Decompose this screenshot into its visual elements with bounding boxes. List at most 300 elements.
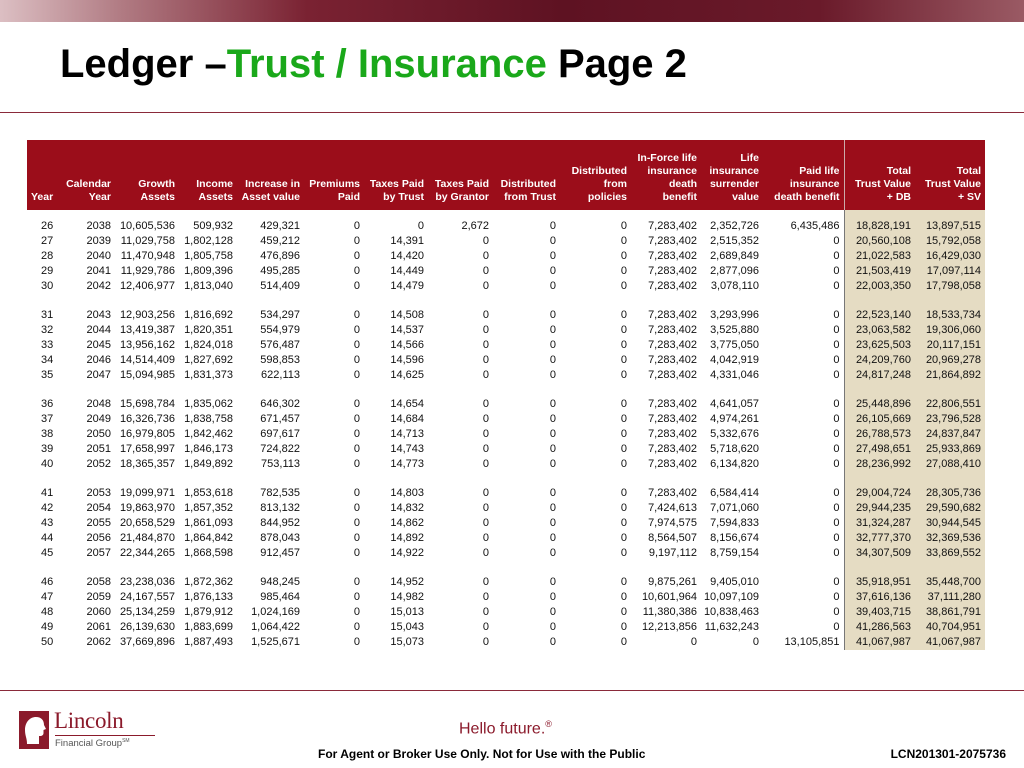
table-cell: 7,283,402 (648, 487, 697, 499)
table-cell: 11,929,786 (120, 265, 175, 277)
table-cell: 19,306,060 (915, 323, 985, 338)
table-cell: 844,952 (260, 517, 300, 529)
table-cell: 14,892 (390, 532, 424, 544)
table-cell: 0 (833, 280, 840, 292)
table-cell: 0 (353, 636, 360, 648)
table-cell: 509,932 (193, 220, 233, 232)
table-cell: 7,283,402 (648, 413, 697, 425)
table-cell: 14,625 (390, 369, 424, 381)
logo-sub-text: Financial Group (55, 738, 123, 750)
table-row (27, 620, 985, 635)
table-cell: 44 (41, 532, 54, 544)
table-cell: 0 (833, 547, 840, 559)
table-row (27, 501, 985, 516)
table-cell: 27 (41, 235, 54, 247)
table-row (27, 546, 985, 561)
table-cell: 21,503,419 (844, 264, 915, 279)
table-cell: 38 (41, 428, 54, 440)
table-cell: 0 (620, 487, 627, 499)
spacer-cell (493, 472, 560, 486)
table-row (27, 249, 985, 264)
spacer-cell (560, 472, 631, 486)
table-cell: 0 (549, 532, 556, 544)
table-cell: 37,669,896 (119, 636, 175, 648)
table-cell: 26,139,630 (119, 621, 175, 633)
table-cell: 29,590,682 (915, 501, 985, 516)
table-cell: 1,024,169 (251, 606, 300, 618)
spacer-cell (915, 383, 985, 397)
table-cell: 0 (549, 369, 556, 381)
table-cell: 0 (549, 443, 556, 455)
table-cell: 0 (353, 458, 360, 470)
table-row (27, 516, 985, 531)
disclaimer-text: For Agent or Broker Use Only. Not for Use with the Public (318, 747, 646, 761)
table-cell: 0 (549, 547, 556, 559)
spacer-cell (237, 472, 304, 486)
table-cell: 7,283,402 (648, 280, 697, 292)
table-cell: 3,293,996 (710, 309, 759, 321)
column-header: Distributed from policies (560, 140, 631, 210)
table-cell: 16,429,030 (915, 249, 985, 264)
table-cell: 24,817,248 (844, 368, 915, 383)
spacer-cell (59, 472, 115, 486)
column-header: In-Force life insurance death benefit (631, 140, 701, 210)
table-cell: 2062 (86, 636, 111, 648)
logo-underline (55, 735, 155, 736)
table-cell: 0 (620, 369, 627, 381)
table-cell: 0 (620, 591, 627, 603)
table-cell: 0 (353, 487, 360, 499)
table-cell: 0 (549, 265, 556, 277)
spacer-cell (59, 294, 115, 308)
table-cell: 12,903,256 (119, 309, 175, 321)
table-cell: 0 (482, 576, 489, 588)
table-cell: 782,535 (260, 487, 300, 499)
table-cell: 948,245 (260, 576, 300, 588)
table-cell: 2048 (86, 398, 111, 410)
logo-sm-mark: SM (122, 738, 130, 744)
table-cell: 34,307,509 (844, 546, 915, 561)
table-cell: 0 (620, 280, 627, 292)
table-cell: 29,944,235 (844, 501, 915, 516)
table-cell: 2041 (86, 265, 111, 277)
table-cell: 1,838,758 (184, 413, 233, 425)
table-cell: 14,743 (390, 443, 424, 455)
table-cell: 0 (833, 606, 840, 618)
table-cell: 14,982 (390, 591, 424, 603)
table-cell: 0 (549, 413, 556, 425)
table-cell: 576,487 (260, 339, 300, 351)
table-cell: 1,849,892 (184, 458, 233, 470)
table-cell: 33,869,552 (915, 546, 985, 561)
table-cell: 11,470,948 (120, 250, 175, 262)
table-cell: 1,831,373 (184, 369, 233, 381)
table-cell: 0 (482, 280, 489, 292)
table-cell: 11,380,386 (642, 606, 697, 618)
table-cell: 32,777,370 (844, 531, 915, 546)
table-cell: 19,863,970 (119, 502, 175, 514)
spacer-cell (763, 383, 844, 397)
spacer-cell (27, 561, 59, 575)
table-cell: 2050 (86, 428, 111, 440)
column-header: Growth Assets (115, 140, 179, 210)
table-cell: 42 (41, 502, 54, 514)
table-cell: 0 (620, 428, 627, 440)
table-cell: 14,654 (390, 398, 424, 410)
table-cell: 0 (549, 309, 556, 321)
table-cell: 0 (620, 636, 627, 648)
table-cell: 10,605,536 (119, 220, 175, 232)
table-cell: 0 (482, 413, 489, 425)
table-cell: 0 (833, 487, 840, 499)
table-cell: 45 (41, 547, 54, 559)
spacer-cell (115, 472, 179, 486)
table-cell: 0 (549, 458, 556, 470)
table-cell: 2051 (86, 443, 111, 455)
spacer-cell (428, 383, 493, 397)
column-header: Income Assets (179, 140, 237, 210)
table-cell: 24,837,847 (915, 427, 985, 442)
table-cell: 11,029,758 (120, 235, 175, 247)
table-cell: 2055 (86, 517, 111, 529)
table-cell: 0 (620, 339, 627, 351)
table-cell: 1,868,598 (184, 547, 233, 559)
table-cell: 2056 (86, 532, 111, 544)
table-cell: 20,117,151 (915, 338, 985, 353)
table-cell: 15,013 (390, 606, 424, 618)
table-cell: 19,099,971 (119, 487, 175, 499)
table-cell: 23,625,503 (844, 338, 915, 353)
table-cell: 28,236,992 (844, 457, 915, 472)
spacer-cell (304, 561, 364, 575)
table-cell: 14,566 (390, 339, 424, 351)
table-cell: 2047 (86, 369, 111, 381)
table-cell: 37,111,280 (915, 590, 985, 605)
table-cell: 13,419,387 (119, 324, 175, 336)
column-header: Calendar Year (59, 140, 115, 210)
table-cell: 0 (482, 636, 489, 648)
table-cell: 0 (620, 220, 627, 232)
table-cell: 0 (620, 354, 627, 366)
table-cell: 49 (41, 621, 54, 633)
table-cell: 0 (620, 324, 627, 336)
table-cell: 0 (482, 265, 489, 277)
table-cell: 0 (549, 487, 556, 499)
table-cell: 0 (482, 428, 489, 440)
spacer-cell (364, 472, 428, 486)
table-row (27, 353, 985, 368)
table-cell: 2060 (86, 606, 111, 618)
table-cell: 0 (620, 309, 627, 321)
table-row (27, 338, 985, 353)
table-cell: 0 (833, 413, 840, 425)
table-cell: 0 (482, 443, 489, 455)
table-cell: 31 (41, 309, 54, 321)
table-cell: 0 (482, 458, 489, 470)
table-cell: 1,827,692 (184, 354, 233, 366)
table-cell: 16,326,736 (119, 413, 175, 425)
table-cell: 32,369,536 (915, 531, 985, 546)
spacer-cell (115, 561, 179, 575)
table-cell: 14,684 (390, 413, 424, 425)
document-code: LCN201301-2075736 (890, 747, 1006, 761)
table-cell: 0 (620, 458, 627, 470)
table-cell: 29,004,724 (844, 486, 915, 501)
spacer-cell (844, 294, 915, 308)
spacer-cell (115, 294, 179, 308)
table-cell: 8,156,674 (710, 532, 759, 544)
table-cell: 48 (41, 606, 54, 618)
logo-name: Lincoln (54, 708, 124, 733)
table-row (27, 575, 985, 590)
table-cell: 1,857,352 (184, 502, 233, 514)
table-cell: 14,508 (390, 309, 424, 321)
table-cell: 0 (620, 621, 627, 633)
table-cell: 25,448,896 (844, 397, 915, 412)
table-cell: 26,105,669 (844, 412, 915, 427)
table-cell: 7,283,402 (648, 339, 697, 351)
table-cell: 9,197,112 (648, 547, 697, 559)
table-cell: 0 (353, 354, 360, 366)
table-cell: 29 (41, 265, 54, 277)
table-cell: 0 (549, 606, 556, 618)
table-row (27, 531, 985, 546)
table-cell: 0 (833, 576, 840, 588)
table-cell: 14,803 (390, 487, 424, 499)
table-cell: 0 (482, 621, 489, 633)
table-cell: 0 (833, 398, 840, 410)
table-cell: 2,877,096 (710, 265, 759, 277)
table-cell: 0 (620, 532, 627, 544)
table-cell: 0 (549, 636, 556, 648)
table-cell: 21,022,583 (844, 249, 915, 264)
table-cell: 2,515,352 (710, 235, 759, 247)
table-cell: 0 (620, 265, 627, 277)
table-cell: 50 (41, 636, 54, 648)
spacer-cell (59, 561, 115, 575)
spacer-cell (915, 294, 985, 308)
table-cell: 18,533,734 (915, 308, 985, 323)
table-cell: 0 (353, 369, 360, 381)
table-cell: 0 (833, 324, 840, 336)
table-cell: 0 (353, 265, 360, 277)
table-cell: 35 (41, 369, 54, 381)
table-cell: 25,134,259 (119, 606, 175, 618)
table-cell: 0 (353, 309, 360, 321)
table-cell: 0 (833, 591, 840, 603)
column-header: Taxes Paid by Trust (364, 140, 428, 210)
spacer-cell (701, 383, 763, 397)
table-cell: 429,321 (260, 220, 300, 232)
table-row (27, 279, 985, 294)
table-cell: 878,043 (260, 532, 300, 544)
table-cell: 2049 (86, 413, 111, 425)
spacer-cell (631, 472, 701, 486)
table-cell: 5,718,620 (710, 443, 759, 455)
table-row (27, 486, 985, 501)
table-cell: 0 (833, 354, 840, 366)
table-cell: 3,078,110 (710, 280, 759, 292)
table-cell: 0 (353, 235, 360, 247)
table-cell: 20,658,529 (119, 517, 175, 529)
table-row (27, 308, 985, 323)
table-cell: 0 (353, 591, 360, 603)
spacer-cell (27, 472, 59, 486)
table-cell: 3,775,050 (710, 339, 759, 351)
table-cell: 6,584,414 (710, 487, 759, 499)
table-cell: 31,324,287 (844, 516, 915, 531)
column-header: Taxes Paid by Grantor (428, 140, 493, 210)
table-cell: 0 (482, 591, 489, 603)
spacer-cell (179, 561, 237, 575)
table-cell: 495,285 (260, 265, 300, 277)
group-spacer-row (27, 561, 985, 575)
table-cell: 0 (482, 309, 489, 321)
table-cell: 0 (549, 502, 556, 514)
table-cell: 16,979,805 (119, 428, 175, 440)
table-cell: 7,283,402 (648, 443, 697, 455)
table-cell: 1,887,493 (184, 636, 233, 648)
title-prefix: Ledger – (60, 42, 227, 86)
table-cell: 2059 (86, 591, 111, 603)
table-cell: 14,952 (390, 576, 424, 588)
table-cell: 724,822 (260, 443, 300, 455)
table-cell: 0 (353, 339, 360, 351)
table-cell: 23,238,036 (119, 576, 175, 588)
tagline-registered-mark: ® (545, 719, 552, 729)
table-cell: 23,796,528 (915, 412, 985, 427)
column-header: Life insurance surrender value (701, 140, 763, 210)
spacer-cell (304, 294, 364, 308)
table-row (27, 264, 985, 279)
table-cell: 26,788,573 (844, 427, 915, 442)
table-cell: 2040 (86, 250, 111, 262)
table-cell: 2053 (86, 487, 111, 499)
spacer-cell (560, 383, 631, 397)
table-row (27, 368, 985, 383)
table-cell: 1,864,842 (184, 532, 233, 544)
table-row (27, 234, 985, 249)
table-cell: 46 (41, 576, 54, 588)
table-cell: 15,094,985 (119, 369, 175, 381)
table-row (27, 442, 985, 457)
table-cell: 0 (549, 354, 556, 366)
spacer-cell (364, 561, 428, 575)
table-cell: 1,805,758 (184, 250, 233, 262)
table-cell: 2044 (86, 324, 111, 336)
table-cell: 1,846,173 (184, 443, 233, 455)
table-cell: 39,403,715 (844, 605, 915, 620)
table-cell: 27,498,651 (844, 442, 915, 457)
spacer-cell (631, 561, 701, 575)
table-cell: 2043 (86, 309, 111, 321)
table-cell: 0 (353, 398, 360, 410)
table-cell: 2,689,849 (710, 250, 759, 262)
table-cell: 40 (41, 458, 54, 470)
table-row (27, 210, 985, 234)
table-cell: 0 (549, 280, 556, 292)
group-spacer-row (27, 294, 985, 308)
table-cell: 0 (833, 428, 840, 440)
table-cell: 11,632,243 (704, 621, 759, 633)
table-cell: 0 (353, 606, 360, 618)
table-cell: 7,071,060 (710, 502, 759, 514)
table-cell: 9,405,010 (710, 576, 759, 588)
table-cell: 30,944,545 (915, 516, 985, 531)
group-spacer-row (27, 472, 985, 486)
table-cell: 0 (482, 487, 489, 499)
table-cell: 1,879,912 (184, 606, 233, 618)
table-cell: 0 (353, 324, 360, 336)
table-cell: 0 (833, 532, 840, 544)
table-cell: 1,842,462 (184, 428, 233, 440)
table-cell: 646,302 (260, 398, 300, 410)
table-cell: 4,641,057 (710, 398, 759, 410)
column-header: Increase in Asset value (237, 140, 304, 210)
table-cell: 2046 (86, 354, 111, 366)
table-cell: 0 (353, 413, 360, 425)
table-cell: 12,213,856 (641, 621, 697, 633)
spacer-cell (304, 383, 364, 397)
footer-divider (0, 690, 1024, 691)
table-cell: 0 (620, 443, 627, 455)
table-cell: 0 (482, 517, 489, 529)
table-cell: 671,457 (260, 413, 300, 425)
table-cell: 697,617 (260, 428, 300, 440)
table-cell: 912,457 (260, 547, 300, 559)
table-cell: 14,420 (390, 250, 424, 262)
table-cell: 0 (549, 428, 556, 440)
table-cell: 32 (41, 324, 54, 336)
spacer-cell (493, 383, 560, 397)
table-cell: 0 (482, 398, 489, 410)
table-cell: 7,283,402 (648, 398, 697, 410)
spacer-cell (493, 294, 560, 308)
table-cell: 622,113 (261, 369, 300, 381)
table-cell: 13,956,162 (119, 339, 175, 351)
table-cell: 14,391 (390, 235, 424, 247)
table-cell: 0 (752, 636, 759, 648)
ledger-table-container (27, 140, 985, 664)
spacer-cell (763, 472, 844, 486)
logo-subtitle (55, 738, 130, 749)
table-row (27, 323, 985, 338)
table-cell: 0 (482, 606, 489, 618)
table-cell: 598,853 (260, 354, 300, 366)
table-cell: 14,832 (390, 502, 424, 514)
table-cell: 7,594,833 (710, 517, 759, 529)
table-cell: 0 (833, 517, 840, 529)
table-cell: 0 (482, 250, 489, 262)
table-cell: 0 (417, 220, 424, 232)
table-cell: 0 (549, 220, 556, 232)
table-cell: 0 (353, 443, 360, 455)
table-cell: 24,167,557 (119, 591, 175, 603)
table-cell: 476,896 (260, 250, 300, 262)
table-cell: 10,838,463 (703, 606, 759, 618)
table-cell: 1,835,062 (184, 398, 233, 410)
spacer-cell (493, 561, 560, 575)
table-cell: 7,283,402 (648, 309, 697, 321)
table-cell: 2038 (86, 220, 111, 232)
table-cell: 15,698,784 (119, 398, 175, 410)
table-cell: 7,283,402 (648, 428, 697, 440)
table-cell: 7,283,402 (648, 369, 697, 381)
table-cell: 7,974,575 (648, 517, 697, 529)
table-cell: 0 (833, 621, 840, 633)
table-cell: 5,332,676 (710, 428, 759, 440)
table-cell: 0 (549, 576, 556, 588)
